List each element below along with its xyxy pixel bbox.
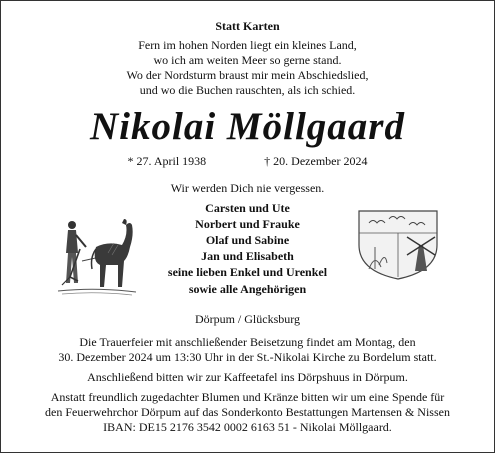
mourner-name: Carsten und Ute [205, 201, 290, 215]
birth-date: * 27. April 1938 [127, 154, 207, 168]
life-dates [1, 154, 494, 169]
mourner-name: Norbert und Frauke [195, 217, 300, 231]
deceased-name: Nikolai Möllgaard [90, 105, 405, 148]
never-forget-text: Wir werden Dich nie vergessen. [170, 181, 325, 195]
poem-line: Fern im hohen Norden liegt ein kleines Land, [138, 38, 357, 52]
farmer-horse-illustration-icon [56, 213, 138, 297]
poem-line: Wo der Nordsturm braust mir mein Abschiedslied, [126, 68, 369, 82]
info-line: 30. Dezember 2024 um 13:30 Uhr in der St.-Nikolai Kirche zu Bordelum statt. [58, 350, 437, 364]
death-date: † 20. Dezember 2024 [264, 154, 368, 168]
notice-heading: Statt Karten [215, 19, 280, 33]
place-names: Dörpum / Glücksburg [194, 312, 301, 326]
poem-line: und wo die Buchen rauschten, als ich schied. [139, 83, 356, 97]
coat-of-arms-icon [355, 207, 441, 281]
mourner-name: sowie alle Angehörigen [188, 282, 307, 296]
poem-line: wo ich am weiten Meer so gerne stand. [153, 53, 342, 67]
info-line: Anstatt freundlich zugedachter Blumen und Kränze bitten wir um eine Spende für [50, 390, 445, 404]
info-line: Die Trauerfeier mit anschließender Beisetzung findet am Montag, den [79, 335, 416, 349]
mourner-name: Jan und Elisabeth [201, 249, 294, 263]
mourner-name: Olaf und Sabine [205, 233, 290, 247]
info-line: Anschließend bitten wir zur Kaffeetafel ins Dörpshuus in Dörpum. [87, 370, 408, 384]
info-line: den Feuerwehrchor Dörpum auf das Sonderkonto Bestattungen Martensen & Nissen [45, 405, 450, 419]
info-line: IBAN: DE15 2176 3542 0002 6163 51 - Nikolai Möllgaard. [103, 420, 392, 434]
mourner-name: seine lieben Enkel und Urenkel [167, 265, 328, 279]
